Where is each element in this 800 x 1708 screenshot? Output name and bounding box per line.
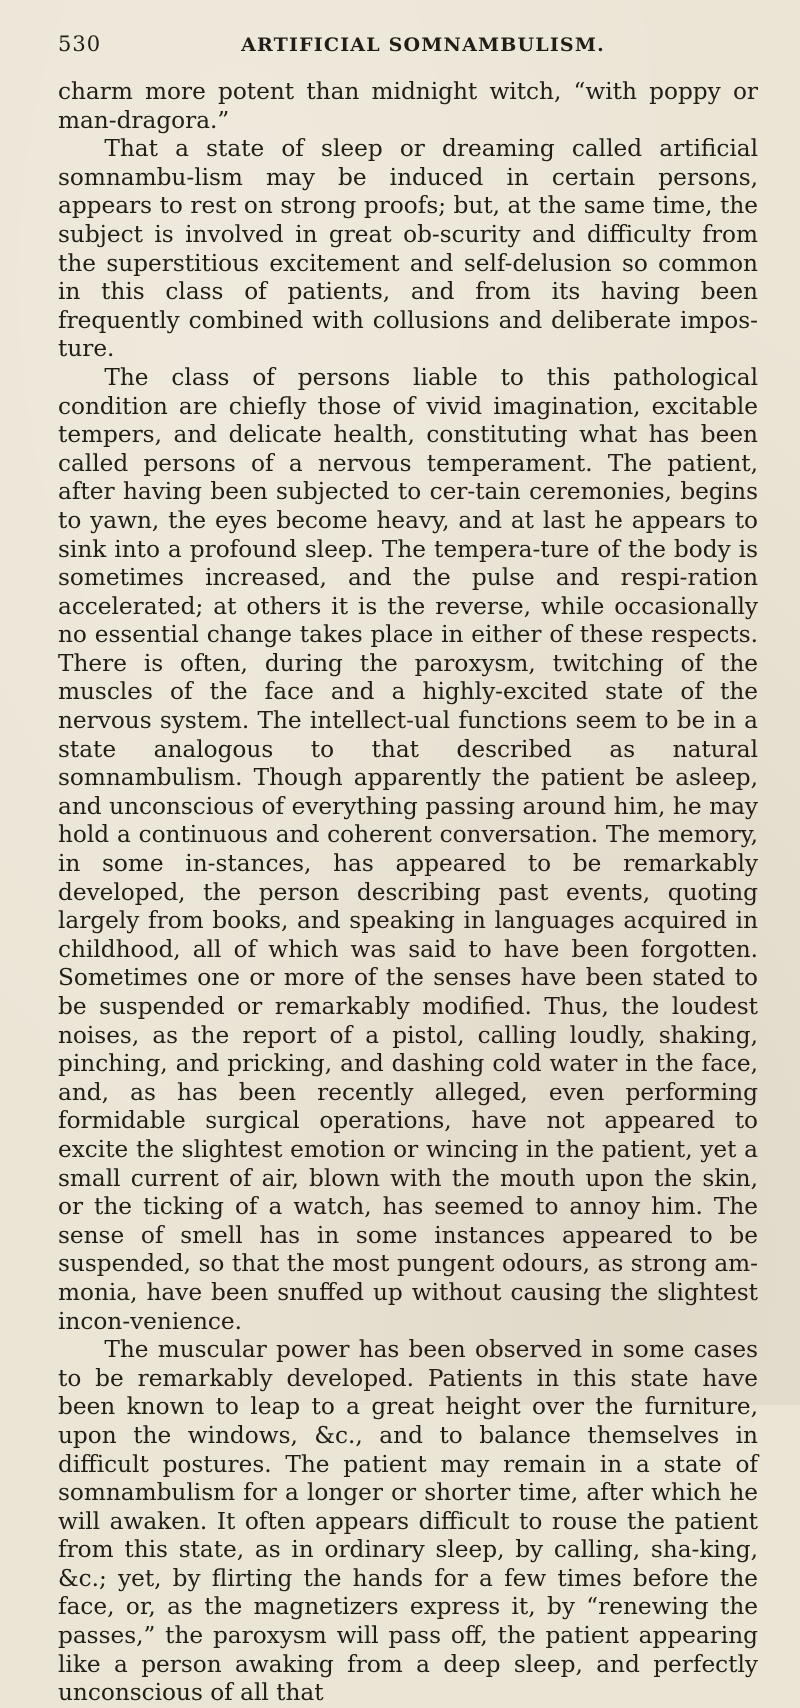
paragraph-muscular-power: The muscular power has been observed in some cases to be remarkably developed. Patients in this state have been known to leap to a great height over the furniture, upon the windows, &c., and to balance themselves in difficult postures. The patient may remain in a state of somnambulism for a longer or shorter time, after which he will awaken. It often appears difficult to rouse the patient from this state, as in ordinary sleep, by calling, sha-king, &c.; yet, by flirting the hands for a few times before the face, or, as the magnetizers express it, by “renewing the passes,” the paroxysm will pass off, the patient appearing like a person awaking from a deep sleep, and perfectly unconscious of all that (58, 1336, 758, 1707)
running-head: ARTIFICIAL SOMNAMBULISM. (241, 34, 605, 56)
paragraph-continuation: charm more potent than midnight witch, “with poppy or man-dragora.” (58, 78, 758, 134)
page-header (58, 32, 758, 62)
paragraph-persons-liable: The class of persons liable to this pathological condition are chiefly those of vivid imagination, excitable tempers, and delicate health, constituting what has been called persons of a nervous temperament. The patient, after having been subjected to cer-tain ceremonies, begins to yawn, the eyes become heavy, and at last he appears to sink into a profound sleep. The tempera-ture of the body is sometimes increased, and the pulse and respi-ration accelerated; at others it is the reverse, while occasionally no essential change takes place in either of these respects. There is often, during the paroxysm, twitching of the muscles of the face and a highly-excited state of the nervous system. The intellect-ual functions seem to be in a state analogous to that described as natural somnambulism. Though apparently the patient be asleep, and unconscious of everything passing around him, he may hold a continuous and coherent conversation. The memory, in some in-stances, has appeared to be remarkably developed, the person describing past events, quoting largely from books, and speaking in languages acquired in childhood, all of which was said to have been forgotten. Sometimes one or more of the senses have been stated to be suspended or remarkably modified. Thus, the loudest noises, as the report of a pistol, calling loudly, shaking, pinching, and pricking, and dashing cold water in the face, and, as has been recently alleged, even performing formidable surgical operations, have not appeared to excite the slightest emotion or wincing in the patient, yet a small current of air, blown with the mouth upon the skin, or the ticking of a watch, has seemed to annoy him. The sense of smell has in some instances appeared to be suspended, so that the most pungent odours, as strong am-monia, have been snuffed up without causing the slightest incon-venience. (58, 363, 758, 1335)
page-number: 530 (58, 32, 102, 56)
paragraph-somnambulism-intro: That a state of sleep or dreaming called artificial somnambu-lism may be induced in certain persons, appears to rest on strong proofs; but, at the same time, the subject is involved in great ob-scurity and difficulty from the superstitious excitement and self-delusion so common in this class of patients, and from its having been frequently combined with collusions and deliberate impos-ture. (58, 135, 758, 363)
body-text (58, 78, 758, 1708)
